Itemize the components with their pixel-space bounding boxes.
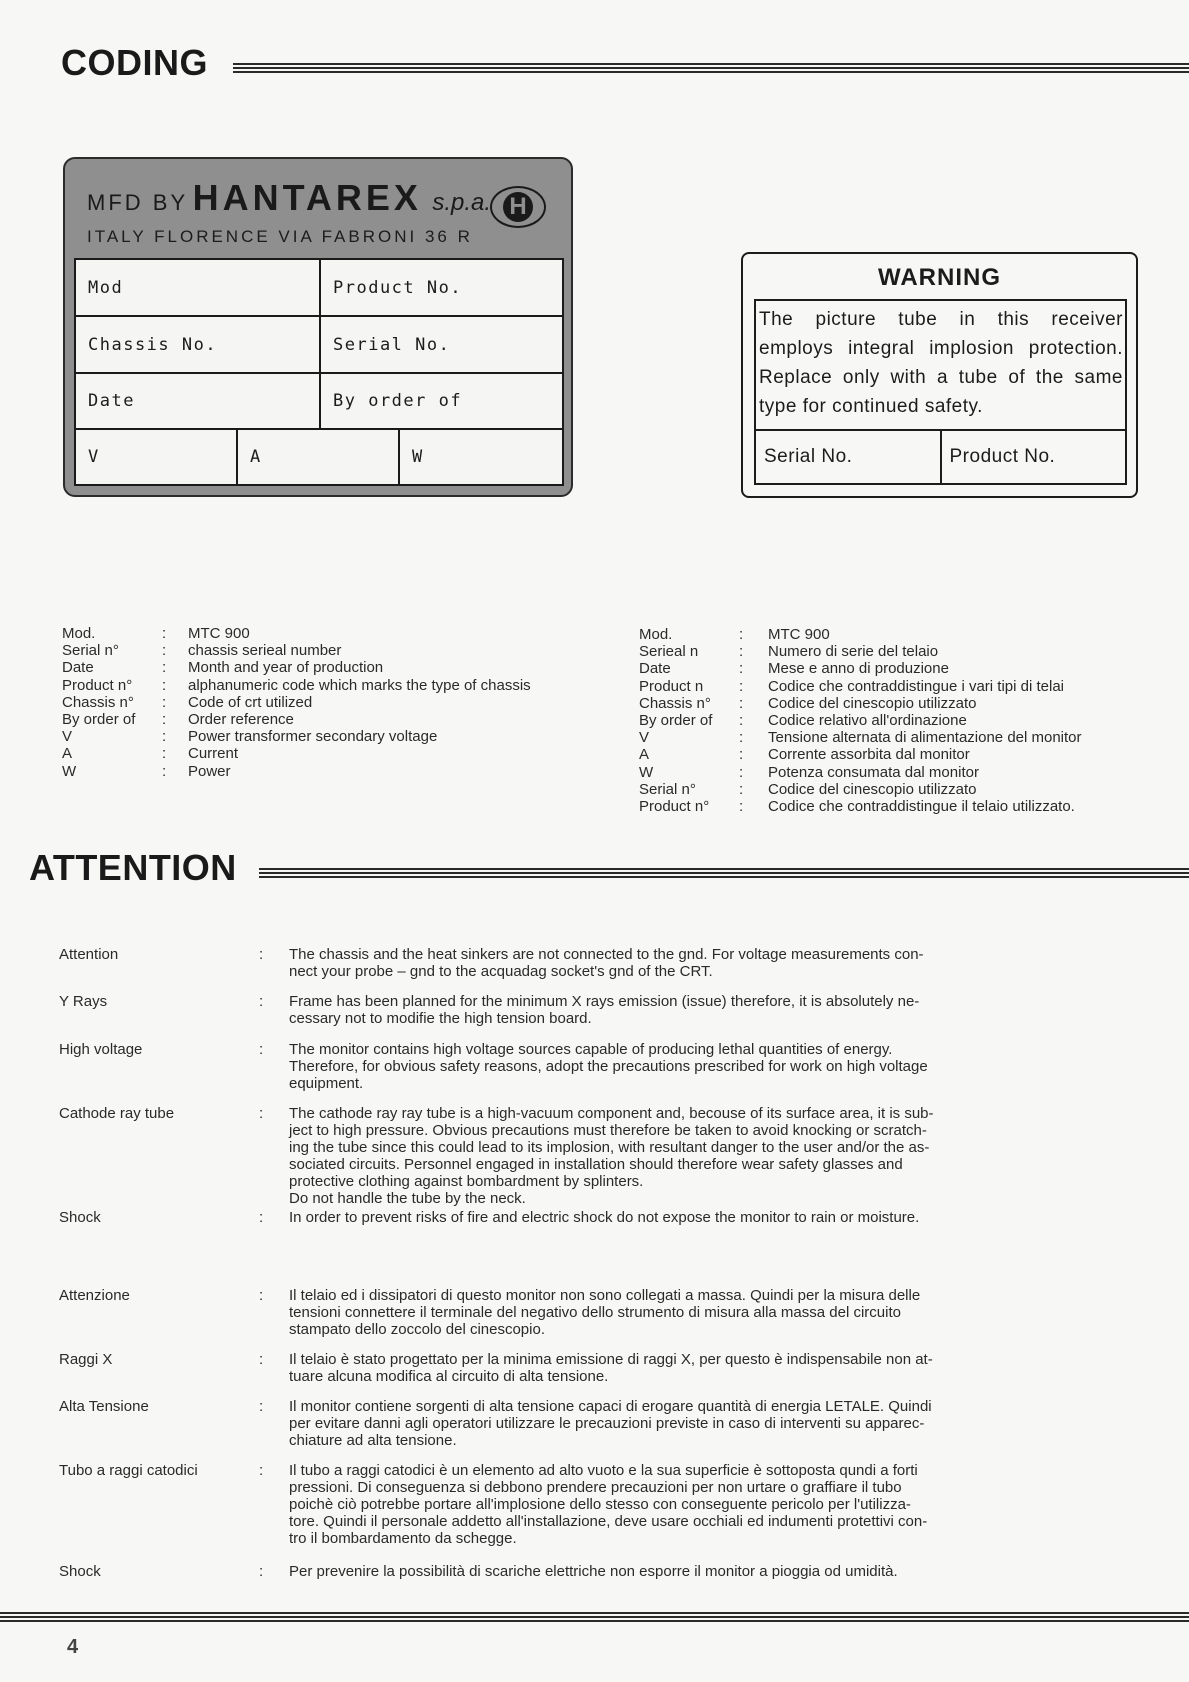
legend-value: Power transformer secondary voltage <box>188 728 438 746</box>
legend-key: Chassis n° <box>639 694 711 712</box>
legend-row <box>62 745 531 762</box>
legend-key: W <box>639 763 654 781</box>
legend-colon: : <box>162 676 167 694</box>
coding-title: CODING <box>61 42 208 83</box>
legend-row <box>62 711 531 728</box>
warning-label <box>741 252 1138 498</box>
legend-key: Chassis n° <box>62 693 134 711</box>
plate-brand: HANTAREX <box>192 177 422 218</box>
legend-colon: : <box>739 729 744 747</box>
legend-value: Power <box>188 762 231 780</box>
attention-text: The chassis and the heat sinkers are not connected to the gnd. For voltage measurements con- nect your probe – gnd to the acquadag socket's gnd of the CRT. <box>289 946 924 980</box>
warning-title: WARNING <box>878 264 1001 291</box>
legend-value: Corrente assorbita dal monitor <box>768 746 970 764</box>
attention-text: Il telaio ed i dissipatori di questo monitor non sono collegati a massa. Quindi per la misura delle tensioni connettere il terminale del negativo dello strumento di misura alla massa del circuito stampato dello zoccolo del cinescopio. <box>289 1287 921 1338</box>
plate-cell-serial-no: Serial No. <box>321 317 562 372</box>
attention-text: Il tubo a raggi catodici è un elemento ad alto vuoto e la sua superficie è sottoposta qundi a forti pressioni. Di conseguenza si debbono prendere precauzioni per non urtare o graffiare il tubo poichè ciò potrebbe portare all'implosione dello stesso con conseguente pericolo per l'utilizza- tore. Quindi il personale addetto all'installazione, deve usare occhiali ed indumenti protettivi con- tro il bombardamento da schegge. <box>289 1462 928 1547</box>
legend-colon: : <box>162 710 167 728</box>
legend-value: Potenza consumata dal monitor <box>768 763 979 781</box>
legend-colon: : <box>162 762 167 780</box>
legend-key: By order of <box>62 710 136 728</box>
legend-key: W <box>62 762 77 780</box>
legend-key: V <box>639 729 650 747</box>
legend-row <box>62 677 531 694</box>
legend-colon: : <box>739 780 744 798</box>
plate-cell-chassis-no: Chassis No. <box>76 317 319 372</box>
attention-text: Il monitor contiene sorgenti di alta tensione capaci di erogare quantità di energia LETALE. Quindi per evitare danni agli operatori utilizzare le precauzioni previste in caso di interventi su apparec- chiature ad alta tensione. <box>289 1398 932 1449</box>
legend-italian <box>639 626 1082 815</box>
attention-colon: : <box>259 1105 264 1122</box>
legend-row <box>62 659 531 676</box>
logo-letter: H <box>503 192 533 222</box>
legend-row <box>639 660 1082 677</box>
legend-key: Serial n° <box>62 642 119 660</box>
legend-key: V <box>62 728 73 746</box>
legend-row <box>62 642 531 659</box>
attention-colon: : <box>259 1351 264 1368</box>
legend-colon: : <box>162 625 167 642</box>
legend-value: Code of crt utilized <box>188 693 313 711</box>
plate-cell-a: A <box>238 430 398 484</box>
attention-label: Y Rays <box>59 993 108 1010</box>
legend-key: A <box>62 745 73 763</box>
attention-colon: : <box>259 1041 264 1058</box>
warning-serial-no: Serial No. <box>764 446 853 467</box>
warning-line: The picture tube in this receiver <box>759 309 1123 330</box>
legend-value: Codice del cinescopio utilizzato <box>768 780 977 798</box>
attention-text: In order to prevent risks of fire and electric shock do not expose the monitor to rain or moisture. <box>289 1209 920 1226</box>
attention-text: Frame has been planned for the minimum X rays emission (issue) therefore, it is absolutely ne- cessary not to modifie the high tension board. <box>289 993 920 1027</box>
legend-key: Product n° <box>62 676 133 694</box>
legend-value: chassis serieal number <box>188 642 342 660</box>
attention-colon: : <box>259 946 264 963</box>
attention-text: The cathode ray ray tube is a high-vacuum component and, becouse of its surface area, it is sub- ject to high pressure. Obvious precautions must therefore be taken to avoid knocking or scratch- ing the tube since this could lead to its implosion, with resultant danger to the user and/or the as- sociated circuits. Personnel engaged in installation should therefore wear safety glasses and protective clothing against bombardment by splinters. Do not handle the tube by the neck. <box>289 1105 934 1207</box>
legend-key: Product n <box>639 677 704 695</box>
legend-colon: : <box>739 660 744 678</box>
legend-key: By order of <box>639 711 713 729</box>
legend-row <box>639 781 1082 798</box>
legend-english <box>62 625 531 780</box>
legend-row <box>62 694 531 711</box>
attention-label: Raggi X <box>59 1351 113 1368</box>
legend-colon: : <box>739 643 744 661</box>
legend-key: Serieal n <box>639 643 699 661</box>
attention-label: Shock <box>59 1563 101 1580</box>
legend-colon: : <box>739 677 744 695</box>
plate-mfd: MFD BY <box>87 190 189 215</box>
attention-label: Tubo a raggi catodici <box>59 1462 198 1479</box>
legend-colon: : <box>162 693 167 711</box>
page-number: 4 <box>67 1636 79 1658</box>
legend-value: alphanumeric code which marks the type of chassis <box>188 676 531 694</box>
legend-value: Order reference <box>188 710 294 728</box>
plate-cell-by-order-of: By order of <box>321 374 562 428</box>
plate-cell-v: V <box>76 430 236 484</box>
legend-colon: : <box>739 711 744 729</box>
plate-address: ITALY FLORENCE VIA FABRONI 36 R <box>87 227 473 246</box>
warning-line: Replace only with a tube of the same <box>759 367 1123 388</box>
legend-key: A <box>639 746 650 764</box>
attention-colon: : <box>259 1398 264 1415</box>
legend-row <box>62 763 531 780</box>
attention-label: Alta Tensione <box>59 1398 149 1415</box>
plate-cell-mod: Mod <box>76 260 319 315</box>
legend-key: Serial n° <box>639 780 696 798</box>
legend-value: Codice che contraddistingue i vari tipi di telai <box>768 677 1064 695</box>
legend-colon: : <box>739 694 744 712</box>
coding-title-rule <box>233 63 1189 73</box>
attention-title-rule <box>259 868 1189 878</box>
legend-key: Mod. <box>639 626 673 643</box>
legend-value: MTC 900 <box>188 625 250 642</box>
legend-row <box>639 798 1082 815</box>
plate-header <box>87 177 491 219</box>
attention-label: High voltage <box>59 1041 143 1058</box>
legend-row <box>639 729 1082 746</box>
plate-field-grid <box>74 258 564 486</box>
attention-colon: : <box>259 1209 264 1226</box>
legend-row <box>62 625 531 642</box>
warning-text <box>754 299 1127 429</box>
legend-value: Numero di serie del telaio <box>768 643 939 661</box>
plate-spa: s.p.a. <box>432 189 492 216</box>
legend-colon: : <box>162 642 167 660</box>
legend-row <box>639 746 1082 763</box>
attention-colon: : <box>259 1563 264 1580</box>
legend-row <box>639 695 1082 712</box>
footer-rule <box>0 1612 1189 1622</box>
legend-value: Codice relativo all'ordinazione <box>768 711 967 729</box>
warning-product-no: Product No. <box>940 431 1126 483</box>
attention-text: Il telaio è stato progettato per la minima emissione di raggi X, per questo è indispensabile non at- tuare alcuna modifica al circuito di alta tensione. <box>289 1351 933 1385</box>
attention-text: The monitor contains high voltage sources capable of producing lethal quantities of energy. Therefore, for obvious safety reasons, adopt the precautions prescribed for work on high voltage equipment. <box>289 1041 928 1092</box>
attention-label: Shock <box>59 1209 101 1226</box>
hantarex-logo-icon <box>490 186 546 228</box>
hantarex-label-plate <box>63 157 573 497</box>
attention-colon: : <box>259 993 264 1010</box>
attention-title: ATTENTION <box>29 847 237 888</box>
legend-colon: : <box>162 659 167 677</box>
legend-colon: : <box>739 763 744 781</box>
attention-text: Per prevenire la possibilità di scariche elettriche non esporre il monitor a pioggia od umidità. <box>289 1563 898 1580</box>
legend-value: Month and year of production <box>188 659 384 677</box>
legend-key: Date <box>62 659 94 677</box>
legend-value: Mese e anno di produzione <box>768 660 949 678</box>
legend-row <box>639 678 1082 695</box>
legend-colon: : <box>739 746 744 764</box>
attention-label: Attention <box>59 946 119 963</box>
warning-line: type for continued safety. <box>759 396 983 417</box>
legend-key: Date <box>639 660 671 678</box>
legend-key: Product n° <box>639 797 710 815</box>
legend-colon: : <box>162 745 167 763</box>
attention-label: Attenzione <box>59 1287 130 1304</box>
legend-colon: : <box>162 728 167 746</box>
legend-key: Mod. <box>62 625 96 642</box>
plate-cell-w: W <box>400 430 562 484</box>
plate-cell-product-no: Product No. <box>321 260 562 315</box>
plate-cell-date: Date <box>76 374 319 428</box>
legend-row <box>639 764 1082 781</box>
legend-colon: : <box>739 626 744 643</box>
legend-value: Current <box>188 745 239 763</box>
warning-fields <box>754 429 1127 485</box>
warning-line: employs integral implosion protection. <box>759 338 1123 359</box>
legend-value: MTC 900 <box>768 626 830 643</box>
legend-row <box>639 712 1082 729</box>
attention-label: Cathode ray tube <box>59 1105 175 1122</box>
attention-colon: : <box>259 1287 264 1304</box>
legend-row <box>639 643 1082 660</box>
legend-value: Tensione alternata di alimentazione del monitor <box>768 729 1082 747</box>
legend-colon: : <box>739 797 744 815</box>
legend-row <box>639 626 1082 643</box>
legend-row <box>62 728 531 745</box>
attention-colon: : <box>259 1462 264 1479</box>
legend-value: Codice che contraddistingue il telaio utilizzato. <box>768 797 1075 815</box>
legend-value: Codice del cinescopio utilizzato <box>768 694 977 712</box>
